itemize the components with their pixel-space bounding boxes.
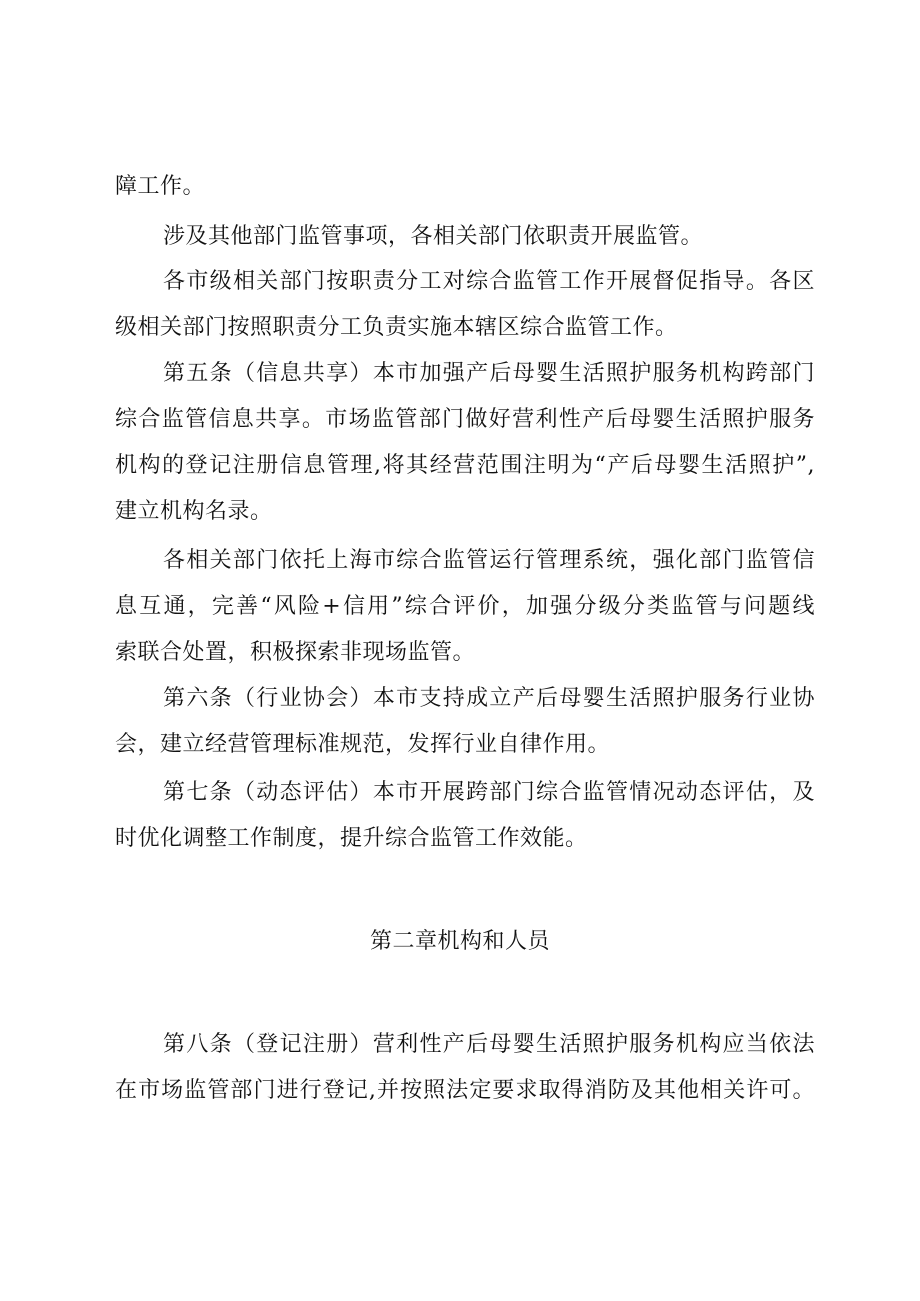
- text-line: 第七条（动态评估）本市开展跨部门综合监管情况动态评估，及: [163, 780, 815, 805]
- text-line: 时优化调整工作制度，提升综合监管工作效能。: [115, 826, 588, 851]
- text-line: 第八条（登记注册）营利性产后母婴生活照护服务机构应当依法: [163, 1032, 815, 1057]
- text-line: 各相关部门依托上海市综合监管运行管理系统，强化部门监管信: [163, 548, 815, 573]
- text-line: 息互通，完善“风险+信用”综合评价，加强分级分类监管与问题线: [115, 594, 815, 619]
- text-line: 障工作。: [115, 174, 206, 199]
- chapter-heading: 第二章机构和人员: [369, 929, 550, 954]
- text-line: 第六条（行业协会）本市支持成立产后母婴生活照护服务行业协: [163, 686, 815, 711]
- text-line: 第五条（信息共享）本市加强产后母婴生活照护服务机构跨部门: [163, 361, 815, 386]
- text-line: 建立机构名录。: [115, 499, 273, 524]
- text-line: 在市场监管部门进行登记,并按照法定要求取得消防及其他相关许可。: [115, 1078, 815, 1103]
- text-line: 会，建立经营管理标准规范，发挥行业自律作用。: [115, 732, 611, 757]
- text-line: 涉及其他部门监管事项，各相关部门依职责开展监管。: [163, 224, 704, 249]
- text-line: 级相关部门按照职责分工负责实施本辖区综合监管工作。: [115, 315, 678, 340]
- text-line: 综合监管信息共享。市场监管部门做好营利性产后母婴生活照护服务: [115, 407, 815, 432]
- text-line: 机构的登记注册信息管理,将其经营范围注明为“产后母婴生活照护”,: [115, 453, 815, 478]
- text-line: 各市级相关部门按职责分工对综合监管工作开展督促指导。各区: [163, 269, 815, 294]
- text-line: 索联合处置，积极探索非现场监管。: [115, 640, 476, 665]
